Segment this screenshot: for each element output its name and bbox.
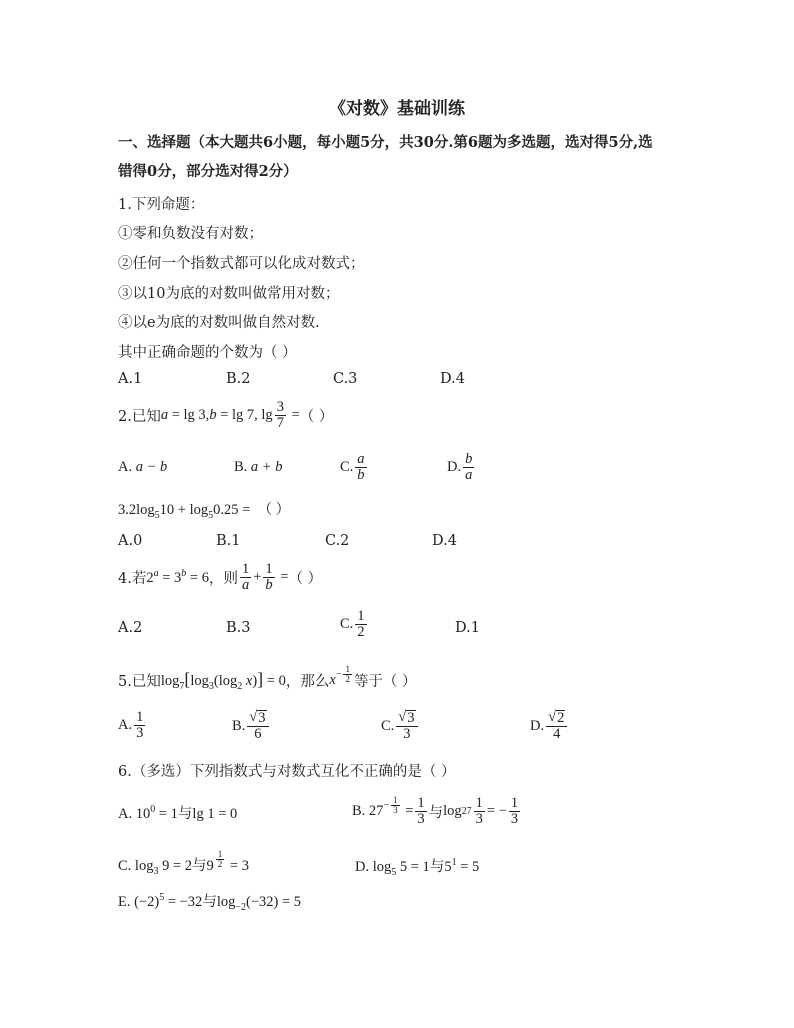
q1-option-d[interactable]: D.4: [440, 371, 465, 387]
q6-option-c[interactable]: C. $\log_3 9 = 2$与9 $^{\frac{1}{2}}$ = 3: [118, 849, 249, 877]
q6-option-b[interactable]: B. 27 $^{- \frac{1}{3}}$ = $\frac{1}{3}$ 与 log 27 $\frac{1}{3}$ = − $\frac{1}{3}$: [352, 794, 519, 828]
section-heading-line-1: 一、选择题（本大题共6小题，每小题5分，共30分.第6题为多选题，选对得5分,选: [118, 134, 653, 151]
q6-option-e[interactable]: E. $(-2)^5 = -32$与$\log_{-2}(-32) = 5$: [118, 892, 301, 913]
q4-option-a[interactable]: A.2: [118, 620, 143, 636]
q4-prefix: 4.若: [118, 571, 147, 588]
q1-statement-1: ①零和负数没有对数；: [118, 226, 263, 242]
q3-prefix: 3.: [118, 502, 129, 518]
q4-mid: ，则: [208, 571, 238, 588]
q1-option-c[interactable]: C.3: [333, 371, 358, 387]
q2-prefix: 2.已知: [118, 409, 161, 426]
q1-statement-3: ③以10为底的对数叫做常用对数；: [118, 286, 340, 302]
q3-option-b[interactable]: B.1: [216, 533, 241, 549]
q6-d-with: 与: [429, 859, 445, 875]
page-title: 《对数》基础训练: [329, 99, 465, 119]
q2-formula: a = lg 3,b = lg 7, lg: [160, 407, 273, 424]
q5-suffix: 等于（ ）: [353, 673, 417, 690]
q4-option-b[interactable]: B.3: [226, 620, 251, 636]
q3-option-c[interactable]: C.2: [325, 533, 350, 549]
q5-stem: 5.已知 $\log_7[\log_3(\log_2$ x)] = 0 ，那么 x $^{- \frac{1}{2}}$ 等于（ ）: [118, 663, 417, 692]
q5-prefix: 5.已知: [118, 673, 161, 690]
q6-option-a[interactable]: A. $10^0 = 1$与lg 1 = 0: [118, 804, 238, 822]
q1-option-b[interactable]: B.2: [226, 371, 251, 387]
q2-stem: 2.已知 a = lg 3,b = lg 7, lg $\frac{3}{7}$ = （ ）: [118, 399, 334, 432]
q3-stem: $3.2\log_510 + \log_50.25$ = （ ）: [118, 502, 291, 521]
q5-option-b[interactable]: B. √ 3 6: [232, 710, 271, 742]
q1-statement-4: ④以e为底的对数叫做自然对数.: [118, 315, 320, 331]
q5-option-c[interactable]: C. √ 3 3: [381, 710, 420, 742]
q2-option-a[interactable]: A. a − b: [118, 459, 168, 475]
q1-stem: 1.下列命题：: [118, 197, 205, 213]
q2-paren: （ ）: [299, 409, 334, 426]
section-heading-line-2: 错得0分，部分选对得2分）: [118, 163, 298, 180]
q4-option-d[interactable]: D.1: [455, 620, 480, 636]
q3-option-d[interactable]: D.4: [432, 533, 457, 549]
q3-option-a[interactable]: A.0: [118, 533, 143, 549]
q6-c-with: 与: [192, 858, 207, 875]
q6-e-with: 与: [202, 894, 217, 910]
q2-option-d[interactable]: D. $\frac{b}{a}$: [447, 451, 473, 484]
q4-option-c[interactable]: C. $\frac{1}{2}$: [340, 608, 365, 641]
q6-b-with: 与: [428, 805, 444, 822]
q2-fraction: $\frac{3}{7}$: [276, 399, 284, 432]
q4-paren: （ ）: [288, 571, 323, 588]
q3-paren: （ ）: [257, 502, 291, 518]
q5-option-d[interactable]: D. √ 2 4: [530, 710, 569, 742]
q6-option-d[interactable]: D. $\log_5 5 = 1$与$5^1 = 5$: [355, 857, 480, 878]
q5-option-a[interactable]: A. $\frac{1}{3}$: [118, 709, 144, 742]
q1-statement-2: ②任何一个指数式都可以化成对数式；: [118, 256, 365, 272]
q6-stem: 6.（多选）下列指数式与对数式互化不正确的是（ ）: [118, 764, 456, 780]
q5-mid: ，那么: [285, 673, 330, 690]
q2-option-c[interactable]: C. $\frac{a}{b}$: [340, 451, 365, 484]
q2-option-b[interactable]: B. a + b: [234, 459, 283, 475]
q4-stem: 4.若 $2^a = 3^b = 6$ ，则 $\frac{1}{a}$ + $\frac{1}{b}$ = （ ）: [118, 561, 323, 594]
q1-option-a[interactable]: A.1: [118, 371, 143, 387]
q6-a-with: 与: [177, 806, 193, 822]
q1-ask: 其中正确命题的个数为（ ）: [118, 345, 297, 361]
